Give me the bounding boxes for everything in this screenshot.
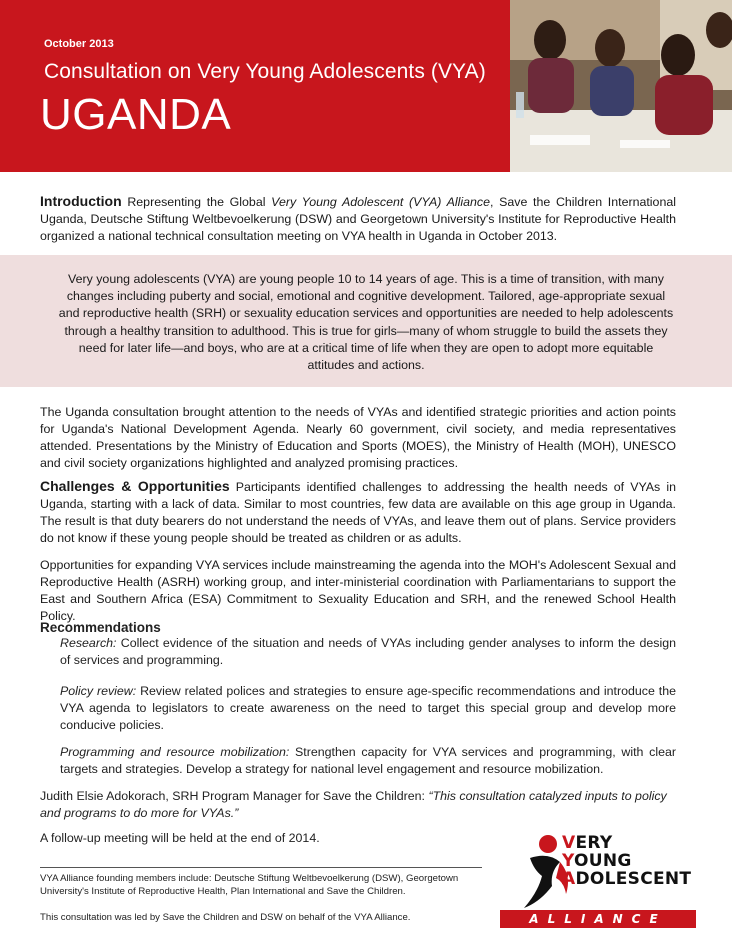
intro-paragraph — [40, 193, 676, 245]
logo-line-2: YOUNG — [562, 851, 632, 871]
meeting-photo — [510, 0, 732, 172]
callout-text: Very young adolescents (VYA) are young people 10 to 14 years of age. This is a time of transition, with many changes including puberty and social, emotional and cognitive development. Tailored, age-appropriate sexual and reproductive health (SRH) or sexuality education services and opportunities are needed to help adolescents through a healthy transition to adulthood. This is true for girls—many of whom struggle to build the assets they need for later life—and boys, who are at a critical time of life when they are open to adopt more equitable attitudes and actions. — [58, 272, 674, 373]
recommendation-label: Research: — [60, 636, 117, 650]
logo-line-3: ADOLESCENT — [562, 869, 692, 889]
intro-text-1: Representing the Global — [121, 195, 272, 209]
definition-callout — [0, 255, 732, 387]
page-subtitle: Consultation on Very Young Adolescents (VYA) — [44, 60, 486, 83]
recommendation-label: Policy review: — [60, 684, 137, 698]
intro-heading: Introduction — [40, 193, 122, 209]
page-title: UGANDA — [40, 90, 232, 139]
quote-text: “This consultation catalyzed inputs to policy and programs to do more for VYAs.” — [40, 789, 667, 821]
logo-line-1: VERY — [562, 833, 613, 853]
opportunities-paragraph: Opportunities for expanding VYA services include mainstreaming the agenda into the MOH's Adolescent Sexual and Reproductive Health (ASRH) working group, and inter-ministerial coordination with Parliamentarians to support the East and Southern Africa (ESA) Commitment to Sexuality Education and SRH, and the renewed School Health Policy. — [40, 558, 676, 623]
recommendation-label: Programming and resource mobilization: — [60, 745, 290, 759]
followup-note: A follow-up meeting will be held at the end of 2014. — [40, 831, 320, 845]
footer-led-by: This consultation was led by Save the Children and DSW on behalf of the VYA Alliance. — [40, 912, 411, 923]
quote-paragraph — [40, 788, 676, 822]
consultation-paragraph: The Uganda consultation brought attention to the needs of VYAs and identified strategic priorities and action points for Uganda's National Development Agenda. Nearly 60 government, civil society, and media representatives attended. Presentations by the Ministry of Education and Sports (MOES), the Ministry of Health (MOH), UNESCO and civil society organizations highlighted and analyzed promising practices. — [40, 405, 676, 470]
intro-text-2: , Save the Children International Uganda, Deutsche Stiftung Weltbevoelkerung (DSW) and Georgetown University's Institute for Reproductive Health organized a national technical consultation meeting on VYA health in Uganda in October 2013. — [40, 195, 676, 243]
recommendation-text: Strengthen capacity for VYA services and programming, with clear targets and strategies. Develop a strategy for national level engagement and resource mobilization. — [60, 745, 676, 777]
recommendation-text: Collect evidence of the situation and needs of VYAs including gender analyses to inform the design of services and programming. — [60, 636, 676, 668]
challenges-heading: Challenges & Opportunities — [40, 478, 230, 494]
footer-members: VYA Alliance founding members include: Deutsche Stiftung Weltbevoelkerung (DSW), Georgetown University's Institute of Reproductive Health, Plan International and Save the Children. — [40, 873, 459, 897]
date-label: October 2013 — [44, 38, 114, 50]
vya-alliance-logo — [500, 832, 700, 932]
recommendation-item — [60, 683, 676, 735]
recommendations-heading: Recommendations — [40, 620, 161, 635]
quote-speaker: Judith Elsie Adokorach, SRH Program Manager for Save the Children: — [40, 789, 429, 803]
challenges-text: Participants identified challenges to addressing the health needs of VYAs in Uganda, starting with a lack of data. Similar to most countries, few data are available on this age group in Uganda. The result is that duty bearers do not understand the needs of VYAs, and leave them out of plans. Service providers do not know if these young people should be treated as children or as adults. — [40, 480, 676, 545]
intro-alliance-name: Very Young Adolescent (VYA) Alliance — [271, 195, 490, 209]
footer-divider — [40, 867, 482, 868]
challenges-paragraph — [40, 478, 676, 547]
recommendation-item — [60, 635, 676, 669]
logo-banner: ALLIANCE — [500, 910, 696, 928]
recommendation-item — [60, 744, 676, 778]
recommendation-text: Review related polices and strategies to ensure age-specific recommendations and introduce the VYA agenda to legislators to create awareness on the need to target this special group and develop more conducive policies. — [60, 684, 676, 733]
